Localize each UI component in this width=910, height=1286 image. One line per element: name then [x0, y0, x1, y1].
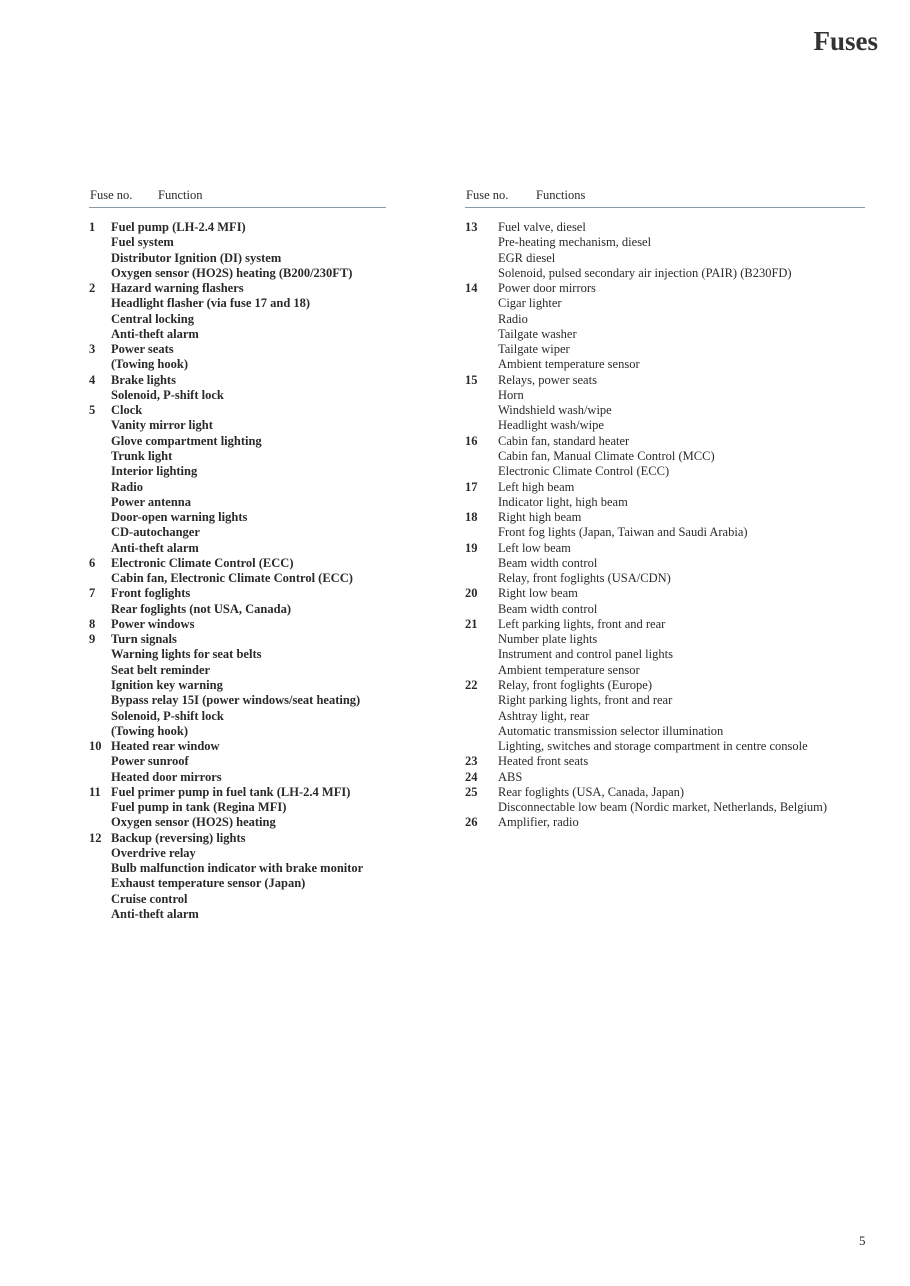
fuse-functions: [498, 373, 865, 434]
fuse-function: Exhaust temperature sensor (Japan): [111, 876, 306, 891]
fuse-entry: [89, 785, 386, 831]
fuse-function: (Towing hook): [111, 357, 188, 372]
page-number: 5: [859, 1233, 866, 1248]
fuse-functions: [111, 281, 386, 342]
fuse-number: 26: [465, 815, 478, 830]
fuse-function: Clock: [111, 403, 143, 418]
fuse-functions: [498, 617, 865, 678]
fuse-number: 18: [465, 510, 478, 525]
fuse-number: 11: [89, 784, 101, 799]
fuse-number: 8: [89, 616, 96, 631]
fuse-entry: [465, 373, 865, 434]
fuse-number: 14: [465, 281, 478, 296]
fuse-function: (Towing hook): [111, 723, 188, 738]
fuse-functions: [111, 220, 386, 281]
fuse-function: Fuel valve, diesel: [498, 220, 586, 234]
fuse-number: 22: [465, 677, 478, 692]
fuse-entry: [89, 632, 386, 739]
fuse-function: Bypass relay 15I (power windows/seat heating): [111, 693, 361, 708]
fuse-number: 15: [465, 372, 478, 387]
fuse-functions: [111, 342, 386, 373]
fuse-function: Cabin fan, Manual Climate Control (MCC): [498, 448, 715, 463]
fuse-function: Fuel primer pump in fuel tank (LH-2.4 MFI): [111, 784, 351, 799]
fuse-number: 19: [465, 540, 478, 555]
fuse-function: Right parking lights, front and rear: [498, 693, 673, 708]
fuse-function: Headlight flasher (via fuse 17 and 18): [111, 296, 311, 311]
fuse-functions: [111, 831, 386, 923]
fuse-function: Cabin fan, standard heater: [498, 433, 630, 448]
fuse-functions: [111, 403, 386, 556]
fuse-function: Tailgate wiper: [498, 342, 570, 357]
fuse-function: Solenoid, P-shift lock: [111, 708, 224, 723]
fuse-number: 4: [89, 372, 96, 387]
fuse-function: Number plate lights: [498, 632, 598, 647]
fuse-number: 1: [89, 220, 96, 234]
fuse-functions: [111, 739, 386, 785]
fuse-function: Indicator light, high beam: [498, 494, 628, 509]
fuse-function: Heated front seats: [498, 754, 589, 769]
fuse-entry: [465, 281, 865, 373]
fuse-function: Front fog lights (Japan, Taiwan and Saudi Arabia): [498, 525, 748, 540]
fuse-number: 7: [89, 586, 96, 601]
fuse-number: 13: [465, 220, 478, 234]
fuse-entry: [89, 831, 386, 923]
fuse-function: Right low beam: [498, 586, 578, 601]
fuse-function: Solenoid, pulsed secondary air injection (PAIR) (B230FD): [498, 265, 792, 280]
fuse-function: Left parking lights, front and rear: [498, 616, 666, 631]
fuse-function: Relays, power seats: [498, 372, 597, 387]
fuse-function: Ashtray light, rear: [498, 708, 590, 723]
fuse-function: Glove compartment lighting: [111, 433, 262, 448]
fuse-function: Fuel pump in tank (Regina MFI): [111, 800, 287, 815]
fuse-number: 20: [465, 586, 478, 601]
fuse-list: [465, 220, 865, 831]
fuse-function: Brake lights: [111, 372, 176, 387]
fuse-function: Disconnectable low beam (Nordic market, Netherlands, Belgium): [498, 800, 828, 815]
fuse-number: 5: [89, 403, 96, 418]
fuse-function: Distributor Ignition (DI) system: [111, 250, 282, 265]
fuse-function: Anti-theft alarm: [111, 326, 199, 341]
header-fuse-no: Fuse no.: [466, 188, 509, 202]
fuse-function: Power sunroof: [111, 754, 189, 769]
fuse-number: 9: [89, 632, 96, 647]
fuse-functions: [111, 617, 386, 632]
fuse-entry: [465, 785, 865, 816]
fuse-function: Left low beam: [498, 540, 571, 555]
fuse-entry: [465, 617, 865, 678]
fuse-number: 3: [89, 342, 96, 357]
fuse-function: ABS: [498, 769, 523, 784]
fuse-function: Oxygen sensor (HO2S) heating: [111, 815, 276, 830]
fuse-function: Ambient temperature sensor: [498, 357, 640, 372]
fuse-list: [89, 220, 386, 922]
fuse-number: 2: [89, 281, 96, 296]
table-header: [465, 187, 865, 208]
fuse-number: 21: [465, 616, 478, 631]
fuse-entry: [465, 815, 865, 830]
fuse-function: Bulb malfunction indicator with brake monitor: [111, 861, 364, 876]
fuse-entry: [89, 586, 386, 617]
fuse-function: Power door mirrors: [498, 281, 596, 296]
fuse-function: Fuel pump (LH-2.4 MFI): [111, 220, 246, 234]
fuse-function: Lighting, switches and storage compartment in centre console: [498, 739, 808, 754]
fuse-function: Door-open warning lights: [111, 510, 248, 525]
fuse-number: 17: [465, 479, 478, 494]
fuse-function: Tailgate washer: [498, 326, 577, 341]
fuse-function: Interior lighting: [111, 464, 198, 479]
fuse-functions: [111, 373, 386, 404]
fuse-function: Radio: [111, 479, 143, 494]
fuse-function: Vanity mirror light: [111, 418, 213, 433]
fuse-function: Power seats: [111, 342, 174, 357]
table-header: [89, 187, 386, 208]
fuse-functions: [498, 678, 865, 754]
fuse-function: Trunk light: [111, 448, 173, 463]
fuse-function: Solenoid, P-shift lock: [111, 387, 224, 402]
fuse-function: Turn signals: [111, 632, 177, 647]
fuse-entry: [89, 342, 386, 373]
fuse-function: Overdrive relay: [111, 845, 196, 860]
fuse-functions: [498, 541, 865, 587]
fuse-number: 24: [465, 769, 478, 784]
fuse-function: Hazard warning flashers: [111, 281, 244, 296]
fuse-function: Power antenna: [111, 494, 191, 509]
fuse-functions: [111, 586, 386, 617]
fuse-entry: [465, 510, 865, 541]
fuse-function: Beam width control: [498, 601, 598, 616]
fuse-entry: [465, 434, 865, 480]
fuse-function: Left high beam: [498, 479, 575, 494]
fuse-functions: [498, 770, 865, 785]
fuse-entry: [465, 220, 865, 281]
fuse-function: Amplifier, radio: [498, 815, 579, 830]
fuse-functions: [111, 556, 386, 587]
fuse-function: Beam width control: [498, 555, 598, 570]
fuse-function: Heated door mirrors: [111, 769, 222, 784]
fuse-function: EGR diesel: [498, 250, 556, 265]
fuse-function: Headlight wash/wipe: [498, 418, 604, 433]
fuse-functions: [498, 281, 865, 373]
fuse-function: Fuel system: [111, 235, 174, 250]
fuse-function: CD-autochanger: [111, 525, 200, 540]
fuse-function: Seat belt reminder: [111, 662, 211, 677]
fuse-entry: [89, 220, 386, 281]
fuse-function: Heated rear window: [111, 739, 220, 754]
fuse-function: Warning lights for seat belts: [111, 647, 262, 662]
fuse-function: Electronic Climate Control (ECC): [498, 464, 670, 479]
fuse-table-left: [89, 187, 386, 922]
fuse-function: Pre-heating mechanism, diesel: [498, 235, 652, 250]
fuse-number: 10: [89, 739, 102, 754]
fuse-entry: [465, 678, 865, 754]
fuse-function: Ignition key warning: [111, 677, 223, 692]
fuse-function: Electronic Climate Control (ECC): [111, 555, 294, 570]
fuse-function: Windshield wash/wipe: [498, 403, 612, 418]
fuse-entry: [465, 480, 865, 511]
fuse-entry: [89, 403, 386, 556]
fuse-function: Anti-theft alarm: [111, 906, 199, 921]
fuse-functions: [111, 632, 386, 739]
fuse-function: Relay, front foglights (USA/CDN): [498, 571, 671, 586]
fuse-entry: [89, 556, 386, 587]
fuse-functions: [498, 785, 865, 816]
fuse-function: Cabin fan, Electronic Climate Control (ECC): [111, 571, 353, 586]
fuse-entry: [89, 739, 386, 785]
fuse-function: Ambient temperature sensor: [498, 662, 640, 677]
fuse-entry: [465, 770, 865, 785]
fuse-function: Radio: [498, 311, 528, 326]
fuse-entry: [89, 373, 386, 404]
fuse-number: 6: [89, 555, 96, 570]
fuse-number: 16: [465, 433, 478, 448]
fuse-function: Oxygen sensor (HO2S) heating (B200/230FT): [111, 265, 353, 280]
fuse-functions: [498, 510, 865, 541]
fuse-function: Central locking: [111, 311, 194, 326]
fuse-function: Horn: [498, 387, 524, 402]
fuse-entry: [89, 281, 386, 342]
header-function: Function: [158, 188, 203, 202]
fuse-function: Rear foglights (USA, Canada, Japan): [498, 784, 685, 799]
fuse-functions: [498, 480, 865, 511]
fuse-functions: [498, 434, 865, 480]
page-title: Fuses: [813, 26, 878, 56]
fuse-functions: [111, 785, 386, 831]
fuse-functions: [498, 754, 865, 769]
fuse-function: Anti-theft alarm: [111, 540, 199, 555]
fuse-number: 23: [465, 754, 478, 769]
fuse-entry: [465, 754, 865, 769]
fuse-function: Right high beam: [498, 510, 582, 525]
fuse-entry: [465, 586, 865, 617]
fuse-functions: [498, 220, 865, 281]
fuse-function: Automatic transmission selector illumination: [498, 723, 724, 738]
fuse-number: 25: [465, 784, 478, 799]
fuse-table-right: [465, 187, 865, 831]
fuse-entry: [89, 617, 386, 632]
fuse-function: Cruise control: [111, 891, 188, 906]
fuse-function: Relay, front foglights (Europe): [498, 677, 653, 692]
header-functions: Functions: [536, 188, 586, 202]
fuse-function: Instrument and control panel lights: [498, 647, 673, 662]
fuse-function: Power windows: [111, 616, 195, 631]
header-fuse-no: Fuse no.: [90, 188, 133, 202]
fuse-function: Front foglights: [111, 586, 191, 601]
fuse-functions: [498, 586, 865, 617]
fuse-function: Backup (reversing) lights: [111, 830, 246, 845]
fuse-function: Rear foglights (not USA, Canada): [111, 601, 291, 616]
fuse-number: 12: [89, 830, 102, 845]
fuse-entry: [465, 541, 865, 587]
fuse-function: Cigar lighter: [498, 296, 562, 311]
fuse-functions: [498, 815, 865, 830]
